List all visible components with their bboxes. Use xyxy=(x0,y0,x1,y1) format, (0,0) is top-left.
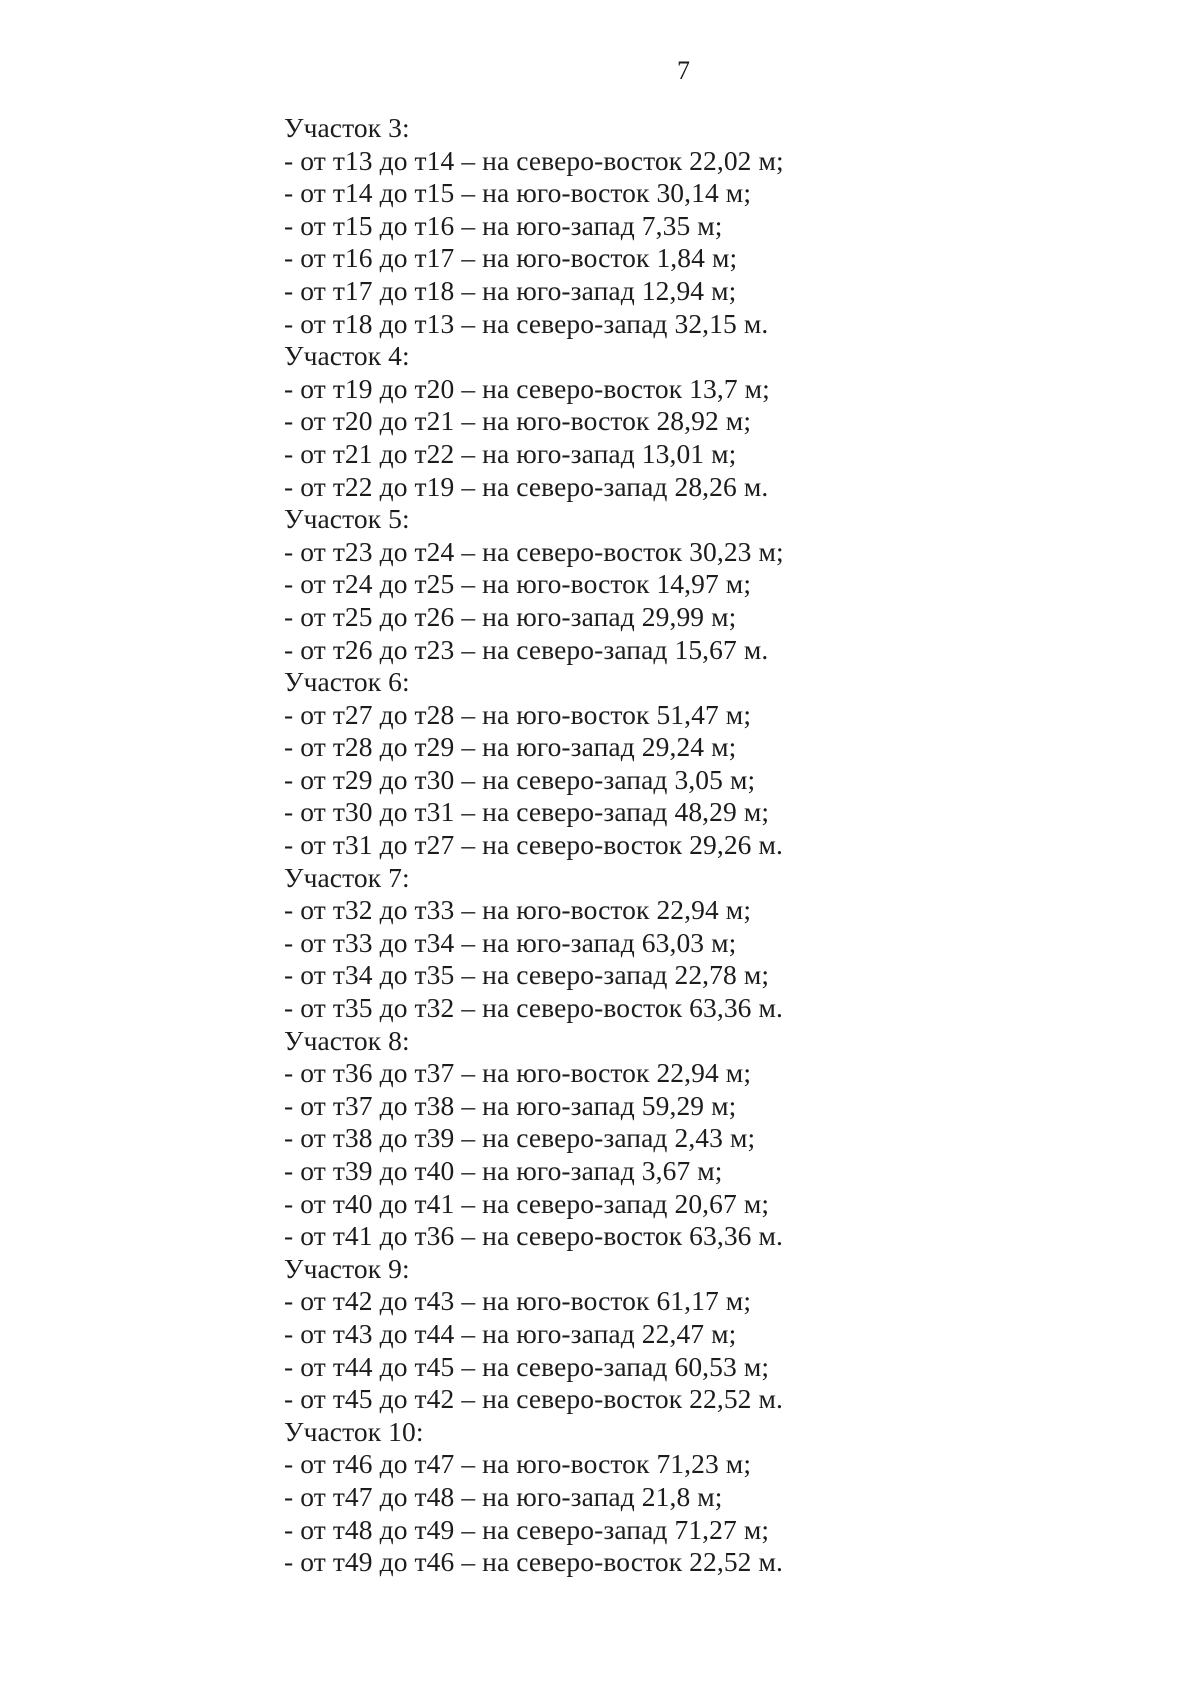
list-item: - от т29 до т30 – на северо-запад 3,05 м; xyxy=(284,763,756,795)
section-9 xyxy=(284,1253,1044,1416)
list-item: - от т47 до т48 – на юго-запад 21,8 м; xyxy=(284,1480,723,1512)
section-6 xyxy=(284,666,1044,862)
list-item: - от т31 до т27 – на северо-восток 29,26 м. xyxy=(284,829,783,861)
list-item: - от т16 до т17 – на юго-восток 1,84 м; xyxy=(284,242,738,274)
list-item: - от т20 до т21 – на юго-восток 28,92 м; xyxy=(284,405,752,437)
section-title: Участок 5: xyxy=(284,503,410,535)
list-item: - от т26 до т23 – на северо-запад 15,67 м. xyxy=(284,633,769,665)
list-item: - от т36 до т37 – на юго-восток 22,94 м; xyxy=(284,1057,752,1089)
list-item: - от т39 до т40 – на юго-запад 3,67 м; xyxy=(284,1155,723,1186)
list-item: - от т44 до т45 – на северо-запад 60,53 м; xyxy=(284,1350,770,1382)
section-title: Участок 6: xyxy=(284,666,410,698)
list-item: - от т14 до т15 – на юго-восток 30,14 м; xyxy=(284,177,752,209)
list-item: - от т13 до т14 – на северо-восток 22,02 м; xyxy=(284,144,784,176)
list-item: - от т28 до т29 – на юго-запад 29,24 м; xyxy=(284,731,737,763)
list-item: - от т32 до т33 – на юго-восток 22,94 м; xyxy=(284,894,752,926)
section-title: Участок 9: xyxy=(284,1252,410,1284)
section-10 xyxy=(284,1416,1044,1579)
section-title: Участок 4: xyxy=(284,340,410,372)
list-item: - от т49 до т46 – на северо-восток 22,52 м. xyxy=(284,1546,783,1578)
section-4 xyxy=(284,340,1044,503)
list-item: - от т23 до т24 – на северо-восток 30,23 м; xyxy=(284,535,784,567)
list-item: - от т33 до т34 – на юго-запад 63,03 м; xyxy=(284,926,737,958)
list-item: - от т40 до т41 – на северо-запад 20,67 м; xyxy=(284,1187,770,1219)
list-item: - от т34 до т35 – на северо-запад 22,78 м; xyxy=(284,959,770,991)
list-item: - от т15 до т16 – на юго-запад 7,35 м; xyxy=(284,209,723,241)
list-item: - от т45 до т42 – на северо-восток 22,52 м. xyxy=(284,1383,783,1415)
list-item: - от т46 до т47 – на юго-восток 71,23 м; xyxy=(284,1448,752,1480)
list-item: - от т22 до т19 – на северо-запад 28,26 м. xyxy=(284,470,769,502)
section-title: Участок 7: xyxy=(284,861,410,893)
list-item: - от т19 до т20 – на северо-восток 13,7 м; xyxy=(284,372,770,404)
list-item: - от т35 до т32 – на северо-восток 63,36 м. xyxy=(284,992,783,1024)
list-item: - от т25 до т26 – на юго-запад 29,99 м; xyxy=(284,600,737,632)
document-body xyxy=(284,112,1044,1579)
section-3 xyxy=(284,112,1044,340)
section-8 xyxy=(284,1025,1044,1253)
list-item: - от т48 до т49 – на северо-запад 71,27 м; xyxy=(284,1513,770,1545)
section-title: Участок 8: xyxy=(284,1024,410,1056)
list-item: - от т17 до т18 – на юго-запад 12,94 м; xyxy=(284,274,737,306)
section-title: Участок 10: xyxy=(284,1415,424,1447)
list-item: - от т42 до т43 – на юго-восток 61,17 м; xyxy=(284,1285,752,1317)
section-title: Участок 3: xyxy=(284,112,410,143)
page-number: 7 xyxy=(677,56,690,85)
list-item: - от т21 до т22 – на юго-запад 13,01 м; xyxy=(284,437,737,469)
list-item: - от т30 до т31 – на северо-запад 48,29 м; xyxy=(284,796,770,828)
list-item: - от т38 до т39 – на северо-запад 2,43 м; xyxy=(284,1122,756,1154)
list-item: - от т24 до т25 – на юго-восток 14,97 м; xyxy=(284,568,752,600)
section-7 xyxy=(284,862,1044,1025)
list-item: - от т41 до т36 – на северо-восток 63,36 м. xyxy=(284,1220,783,1252)
list-item: - от т43 до т44 – на юго-запад 22,47 м; xyxy=(284,1317,737,1349)
list-item: - от т37 до т38 – на юго-запад 59,29 м; xyxy=(284,1089,737,1121)
list-item: - от т18 до т13 – на северо-запад 32,15 м. xyxy=(284,307,769,339)
list-item: - от т27 до т28 – на юго-восток 51,47 м; xyxy=(284,698,752,730)
section-5 xyxy=(284,503,1044,666)
